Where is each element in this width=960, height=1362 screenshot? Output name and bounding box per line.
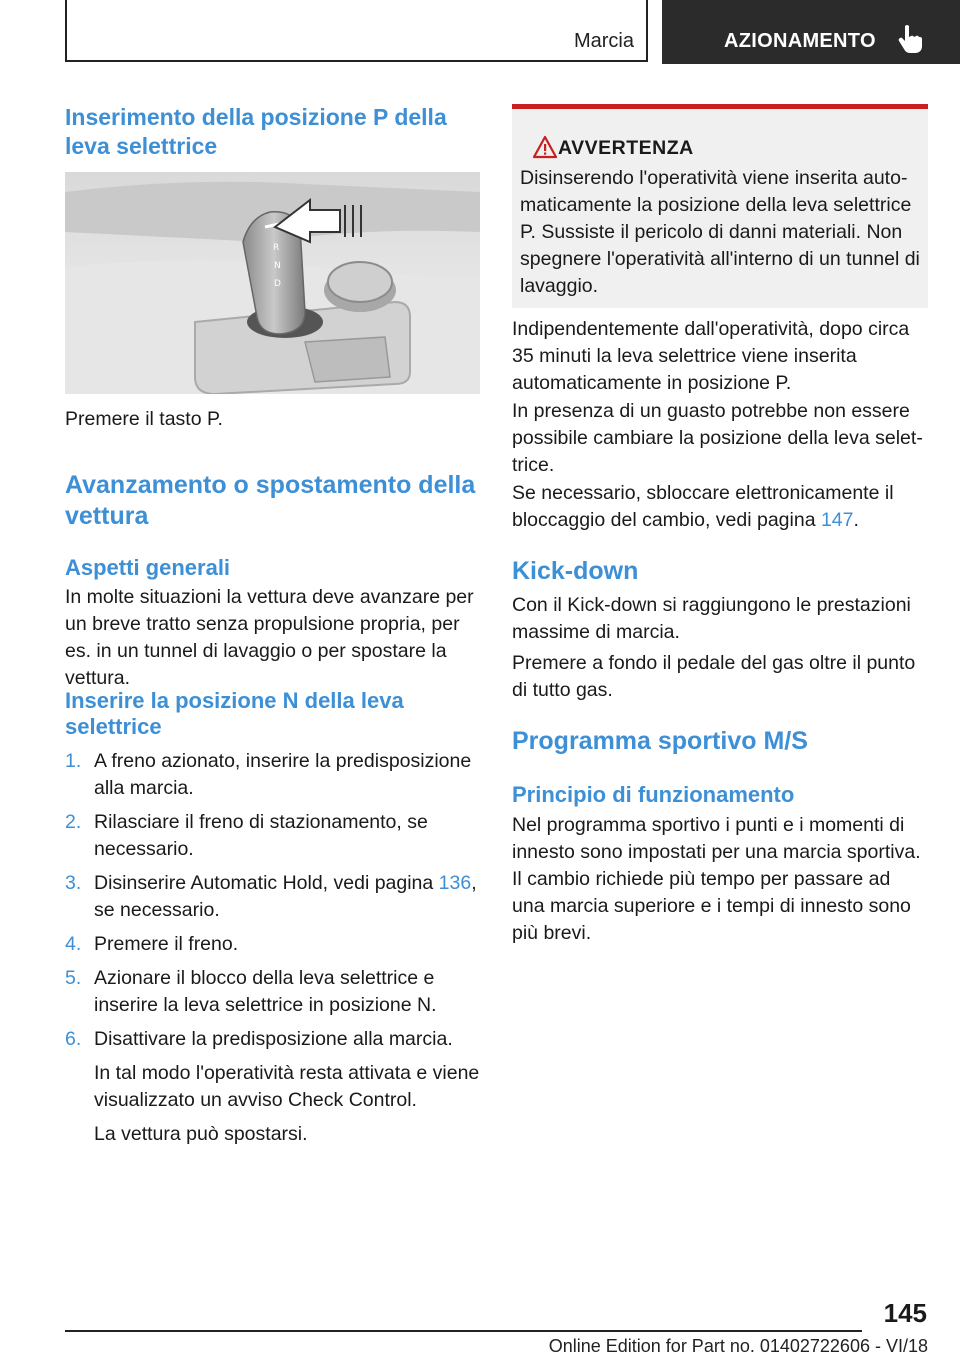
step-note-text: La vettura può spostarsi.	[94, 1123, 308, 1145]
step-note-text: In tal modo l'operatività resta attivata e viene visualizzato un avviso Check Control.	[94, 1062, 480, 1111]
step-number: 4.	[65, 933, 82, 955]
step-text: Disattivare la predisposizione alla marcia.	[94, 1028, 453, 1050]
header-section-title: Marcia	[573, 30, 634, 52]
list-item	[65, 931, 480, 958]
heading-rolling: Avanzamento o spostamento della vettura	[65, 471, 476, 530]
list-item	[65, 965, 480, 1019]
step-number: 5.	[65, 967, 82, 989]
step-text: Azionare il blocco della leva selettrice e inserire la leva selettrice in posizione N.	[94, 967, 437, 1016]
steps-list	[65, 748, 480, 1148]
svg-text:D: D	[274, 279, 281, 289]
warning-box	[512, 104, 928, 308]
subheading-principle: Principio di funzionamento	[512, 782, 795, 807]
header-chapter-title: AZIONAMENTO	[724, 30, 876, 52]
header-chapter-box	[662, 0, 960, 64]
kickdown-paragraph-1: Con il Kick-down si raggiungono le prestazioni massime di marcia.	[512, 594, 911, 643]
page-link-147[interactable]: 147	[820, 509, 854, 531]
kickdown-paragraph-2: Premere a fondo il pedale del gas oltre il punto di tutto gas.	[512, 652, 916, 701]
auto-park-paragraph: Indipendentemente dall'operatività, dopo circa 35 minuti la leva selettrice viene inserita automaticamente in posizione P.	[512, 318, 910, 394]
footer-edition: Online Edition for Part no. 01402722606 - VI/18	[548, 1336, 928, 1356]
header-section-box	[65, 0, 648, 62]
step-number: 3.	[65, 872, 82, 894]
photo-caption: Premere il tasto P.	[65, 408, 223, 430]
unlock-text-end: .	[853, 509, 859, 531]
principle-paragraph: Nel programma sportivo i punti e i momenti di innesto sono impostati per una marcia sportiva. Il cambio richiede più tempo per passare ad una marcia superiore e i tempi di innesto sono più brevi.	[512, 814, 921, 944]
warning-title: AVVERTENZA	[558, 137, 694, 159]
subheading-neutral: Inserire la posizione N della leva selettrice	[65, 688, 404, 739]
page-number: 145	[883, 1298, 927, 1328]
gear-lever-illustration	[65, 172, 480, 394]
step-text: Premere il freno.	[94, 933, 239, 955]
fault-paragraph: In presenza di un guasto potrebbe non essere possibile cambiare la posizione della leva selettrice.	[512, 400, 923, 476]
unlock-text: Se necessario, sbloccare elettronicamente il bloccaggio del cambio, vedi pagina	[512, 482, 894, 531]
heading-kickdown: Kick-down	[512, 557, 639, 585]
footer-divider	[65, 1330, 862, 1332]
list-item	[65, 748, 480, 802]
list-item	[65, 809, 480, 863]
list-item	[65, 1026, 480, 1053]
page-link-136[interactable]: 136	[438, 872, 472, 894]
step-text: A freno azionato, inserire la predisposizione alla marcia.	[94, 750, 472, 799]
list-item	[65, 870, 480, 924]
svg-text:N: N	[274, 261, 281, 271]
step-number: 2.	[65, 811, 82, 833]
step-note	[65, 1060, 480, 1114]
general-paragraph: In molte situazioni la vettura deve avanzare per un breve tratto senza propulsione propria, per es. in un tunnel di lavaggio o per spostare la vettura.	[65, 586, 474, 689]
step-note	[65, 1121, 480, 1148]
svg-text:R: R	[273, 243, 280, 253]
step-number: 1.	[65, 750, 82, 772]
step-number: 6.	[65, 1028, 82, 1050]
heading-park-position: Inserimento della posizione P della leva selettrice	[65, 104, 447, 159]
gear-selector-photo	[65, 172, 480, 394]
step-text: , se necessario.	[94, 872, 477, 921]
heading-sport-program: Programma sportivo M/S	[512, 727, 808, 755]
subheading-general: Aspetti generali	[65, 555, 231, 580]
step-text: Disinserire Automatic Hold, vedi pagina	[94, 872, 439, 894]
warning-triangle-icon	[532, 135, 558, 159]
warning-text: Disinserendo l'operatività viene inserita automaticamente la posizione della leva selettrice P. Sussiste il pericolo di danni materiali. Non spegnere l'operatività all'interno di un tunnel di lavaggio.	[520, 167, 920, 297]
step-text: Rilasciare il freno di stazionamento, se necessario.	[94, 811, 428, 860]
unlock-paragraph	[512, 480, 928, 534]
pointing-hand-icon	[898, 24, 922, 54]
